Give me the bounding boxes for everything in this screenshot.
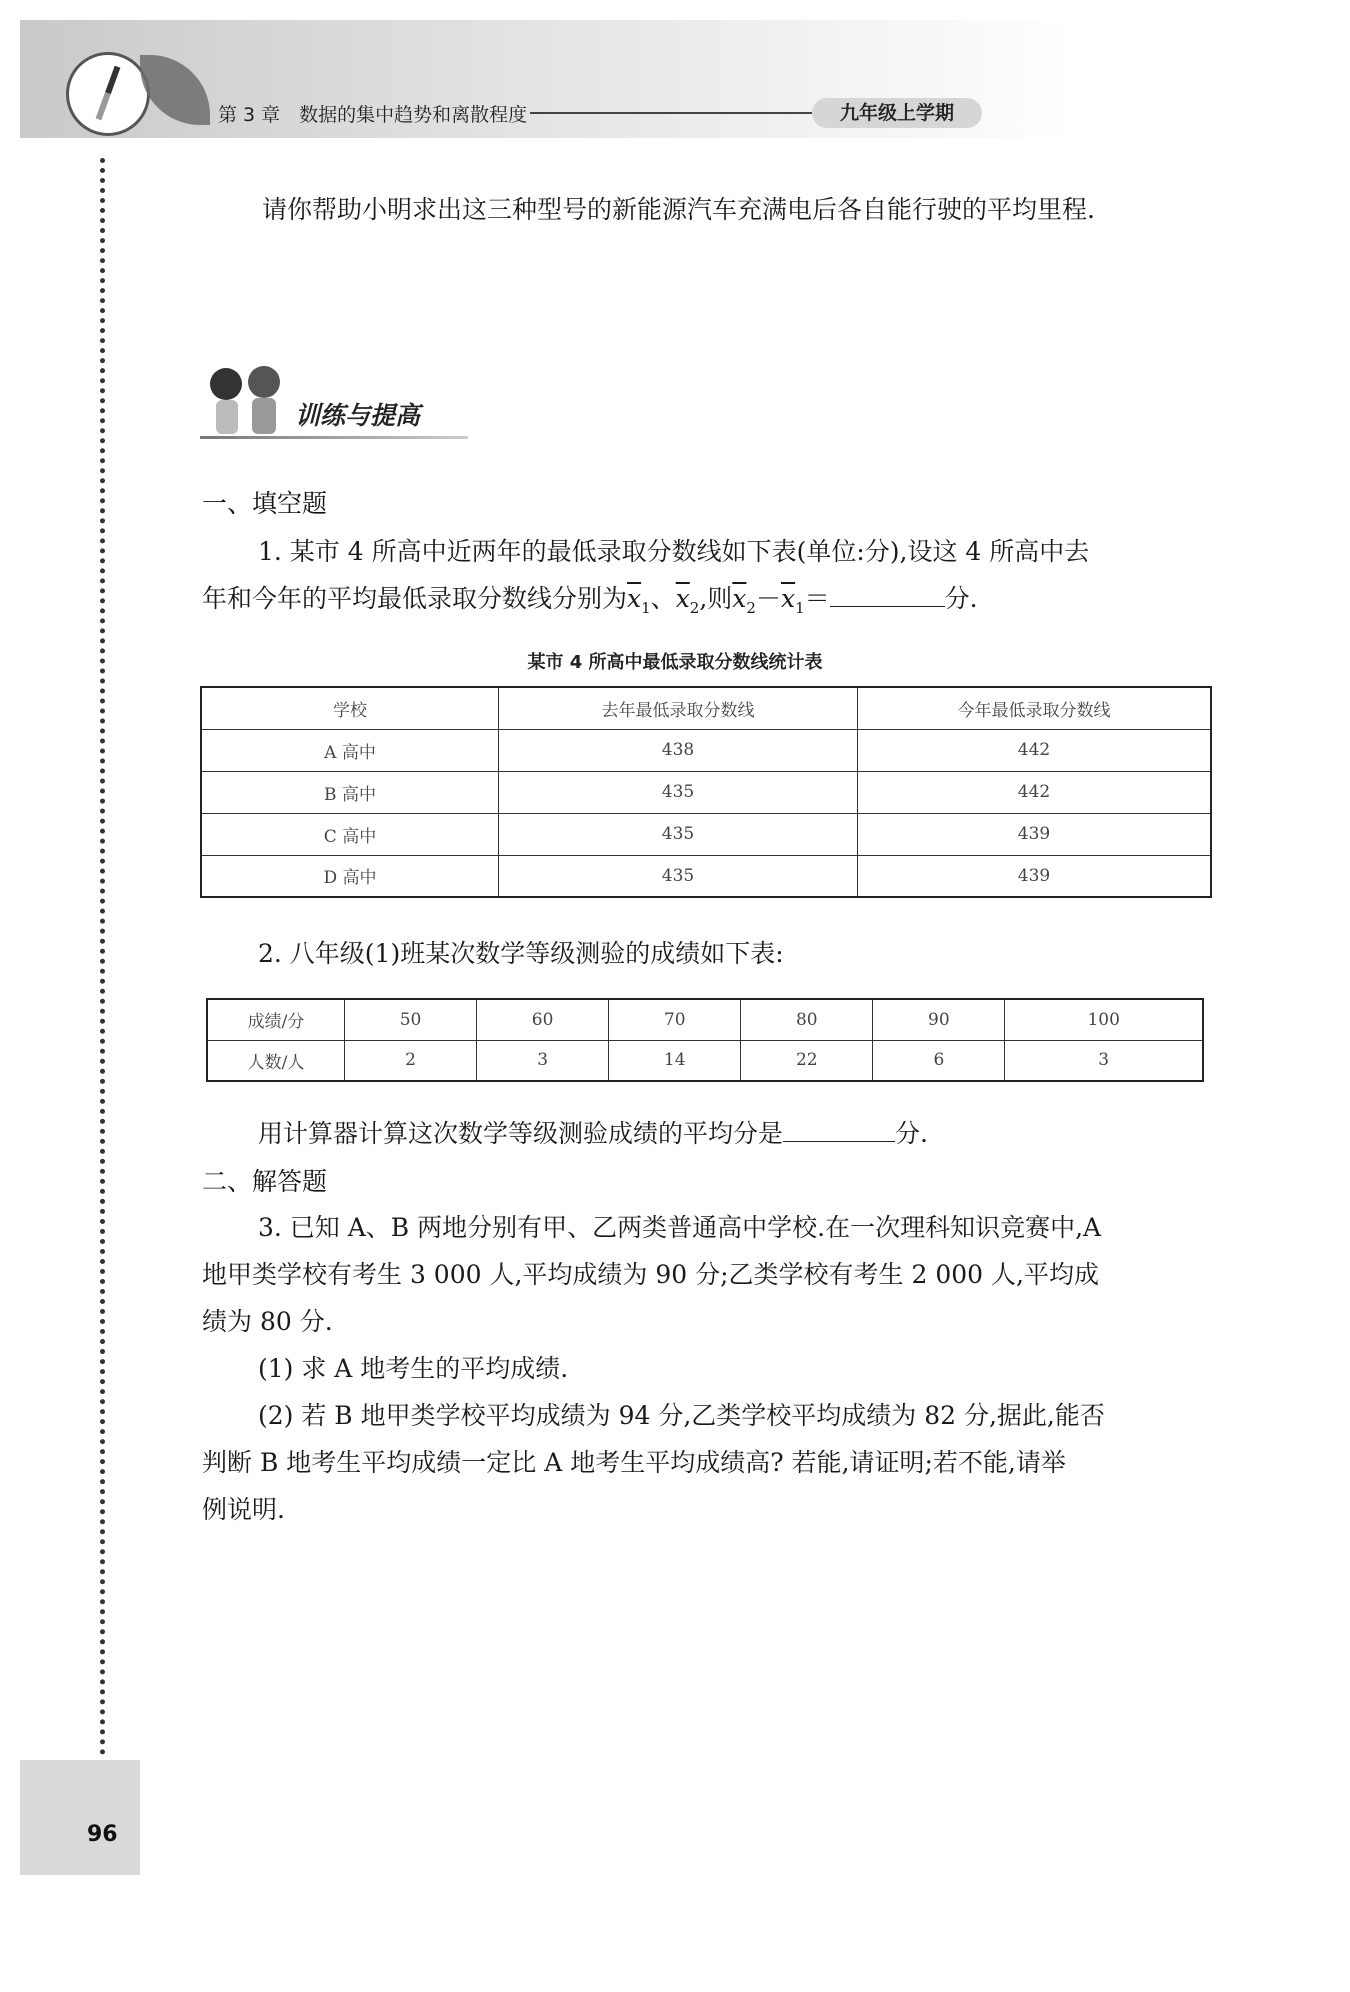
intro-text: 请你帮助小明求出这三种型号的新能源汽车充满电后各自能行驶的平均里程.	[262, 195, 1095, 224]
answer-heading: 二、解答题	[202, 1167, 328, 1196]
q3-part1: (1) 求 A 地考生的平均成绩.	[258, 1354, 569, 1383]
page-number-tab	[20, 1760, 140, 1875]
q3-line2: 地甲类学校有考生 3 000 人,平均成绩为 90 分;乙类学校有考生 2 000 人,平均成	[202, 1260, 1099, 1289]
table-row: C 高中 435 439	[201, 813, 1211, 855]
table-row: A 高中 438 442	[201, 729, 1211, 771]
section-banner-title: 训练与提高	[295, 401, 421, 430]
fill-blank-heading: 一、填空题	[202, 489, 328, 518]
q1-line1: 1. 某市 4 所高中近两年的最低录取分数线如下表(单位:分),设这 4 所高中去	[258, 537, 1090, 566]
table-row: 成绩/分 50 60 70 80 90 100	[207, 999, 1203, 1040]
q3-part2-line2: 判断 B 地考生平均成绩一定比 A 地考生平均成绩高? 若能,请证明;若不能,请举	[202, 1448, 1066, 1477]
q3-line3: 绩为 80 分.	[202, 1307, 333, 1336]
grade-label: 九年级上学期	[812, 98, 982, 128]
table-row: B 高中 435 442	[201, 771, 1211, 813]
score-line-table	[200, 686, 1212, 898]
table-header-row: 学校 去年最低录取分数线 今年最低录取分数线	[201, 687, 1211, 729]
table1-title: 某市 4 所高中最低录取分数线统计表	[527, 652, 823, 673]
grade-distribution-table	[206, 998, 1204, 1082]
q1-answer-blank[interactable]	[830, 580, 945, 607]
chapter-title: 第 3 章 数据的集中趋势和离散程度	[218, 104, 528, 126]
q2-intro: 2. 八年级(1)班某次数学等级测验的成绩如下表:	[258, 939, 784, 968]
section-banner	[200, 366, 470, 444]
table-row: 人数/人 2 3 14 22 6 3	[207, 1040, 1203, 1081]
compass-icon	[66, 52, 150, 136]
q1-line2: 年和今年的平均最低录取分数线分别为$\overline{x}_1$、$\overline{x}_2$,则$\overline{x}_2-\overline{x}_1=$ 分.	[202, 575, 978, 632]
dotted-margin-line	[100, 158, 105, 1756]
q3-part2-line3: 例说明.	[202, 1495, 285, 1524]
page-number: 96	[87, 1822, 118, 1847]
q2-followup: 用计算器计算这次数学等级测验成绩的平均分是 分.	[258, 1110, 928, 1157]
kids-illustration-icon	[210, 368, 242, 400]
q2-answer-blank[interactable]	[783, 1115, 895, 1142]
q3-part2-line1: (2) 若 B 地甲类学校平均成绩为 94 分,乙类学校平均成绩为 82 分,据此,能否	[258, 1401, 1105, 1430]
q3-line1: 3. 已知 A、B 两地分别有甲、乙两类普通高中学校.在一次理科知识竞赛中,A	[258, 1213, 1102, 1242]
table-row: D 高中 435 439	[201, 855, 1211, 897]
header-rule	[530, 112, 812, 114]
